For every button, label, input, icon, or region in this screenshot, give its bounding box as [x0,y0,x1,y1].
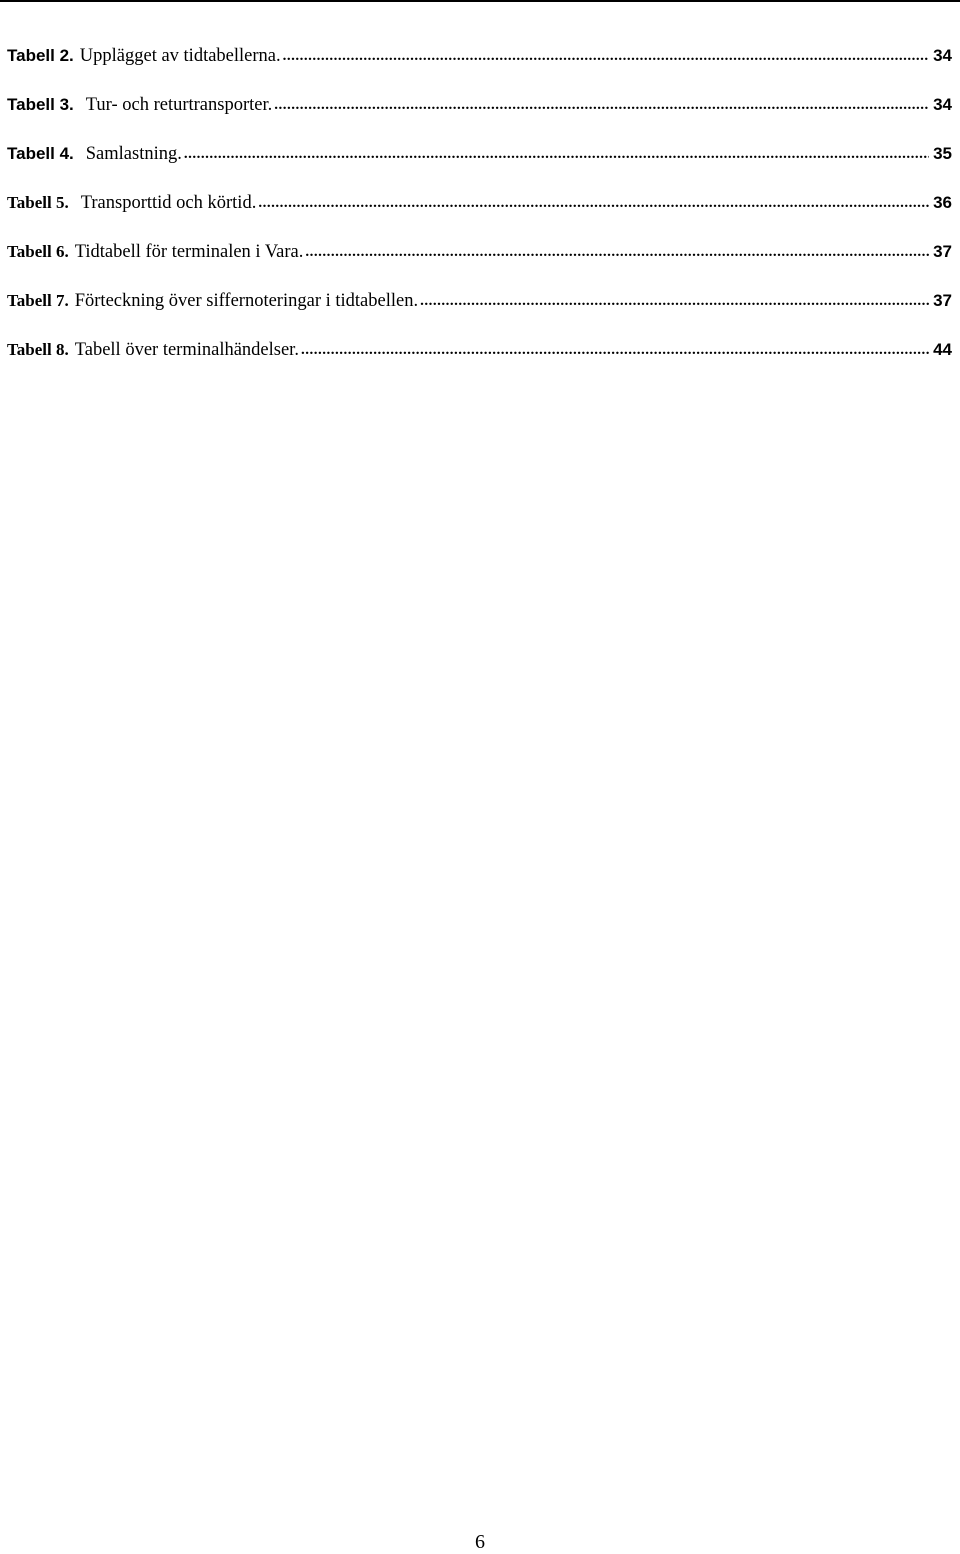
table-of-tables [7,44,952,387]
toc-entry-title: Transporttid och körtid. [80,193,257,213]
toc-leader-dots [274,93,929,117]
toc-entry-tabell-3[interactable] [7,93,952,142]
toc-entry-title: Samlastning. [85,144,182,164]
toc-entry-title: Upplägget av tidtabellerna. [79,46,281,66]
toc-entry-label: Tabell 7. [7,291,69,310]
toc-entry-title: Tur- och returtransporter. [85,95,273,115]
page-number: 6 [475,1531,485,1553]
toc-entry-page: 44 [933,340,952,359]
toc-entry-tabell-4[interactable] [7,142,952,191]
toc-entry-tabell-8[interactable] [7,338,952,387]
toc-entry-title: Förteckning över siffernoteringar i tidtabellen. [74,291,419,311]
toc-leader-dots [184,142,929,166]
toc-entry-label: Tabell 2. [7,46,74,65]
toc-leader-dots [283,44,929,68]
toc-entry-page: 35 [933,144,952,163]
toc-entry-title: Tidtabell för terminalen i Vara. [74,242,304,262]
toc-entry-tabell-7[interactable] [7,289,952,338]
toc-entry-label: Tabell 3. [7,95,74,114]
toc-leader-dots [301,338,929,362]
toc-leader-dots [305,240,929,264]
toc-entry-label: Tabell 5. [7,193,69,212]
toc-entry-tabell-6[interactable] [7,240,952,289]
toc-entry-tabell-5[interactable] [7,191,952,240]
toc-leader-dots [420,289,929,313]
toc-entry-title: Tabell över terminalhändelser. [74,340,299,360]
toc-entry-page: 34 [933,95,952,114]
toc-entry-page: 37 [933,242,952,261]
toc-entry-tabell-2[interactable] [7,44,952,93]
toc-entry-label: Tabell 4. [7,144,74,163]
top-rule [0,0,960,2]
toc-entry-page: 36 [933,193,952,212]
toc-leader-dots [258,191,929,215]
toc-entry-label: Tabell 8. [7,340,69,359]
toc-entry-label: Tabell 6. [7,242,69,261]
toc-entry-page: 37 [933,291,952,310]
toc-entry-page: 34 [933,46,952,65]
